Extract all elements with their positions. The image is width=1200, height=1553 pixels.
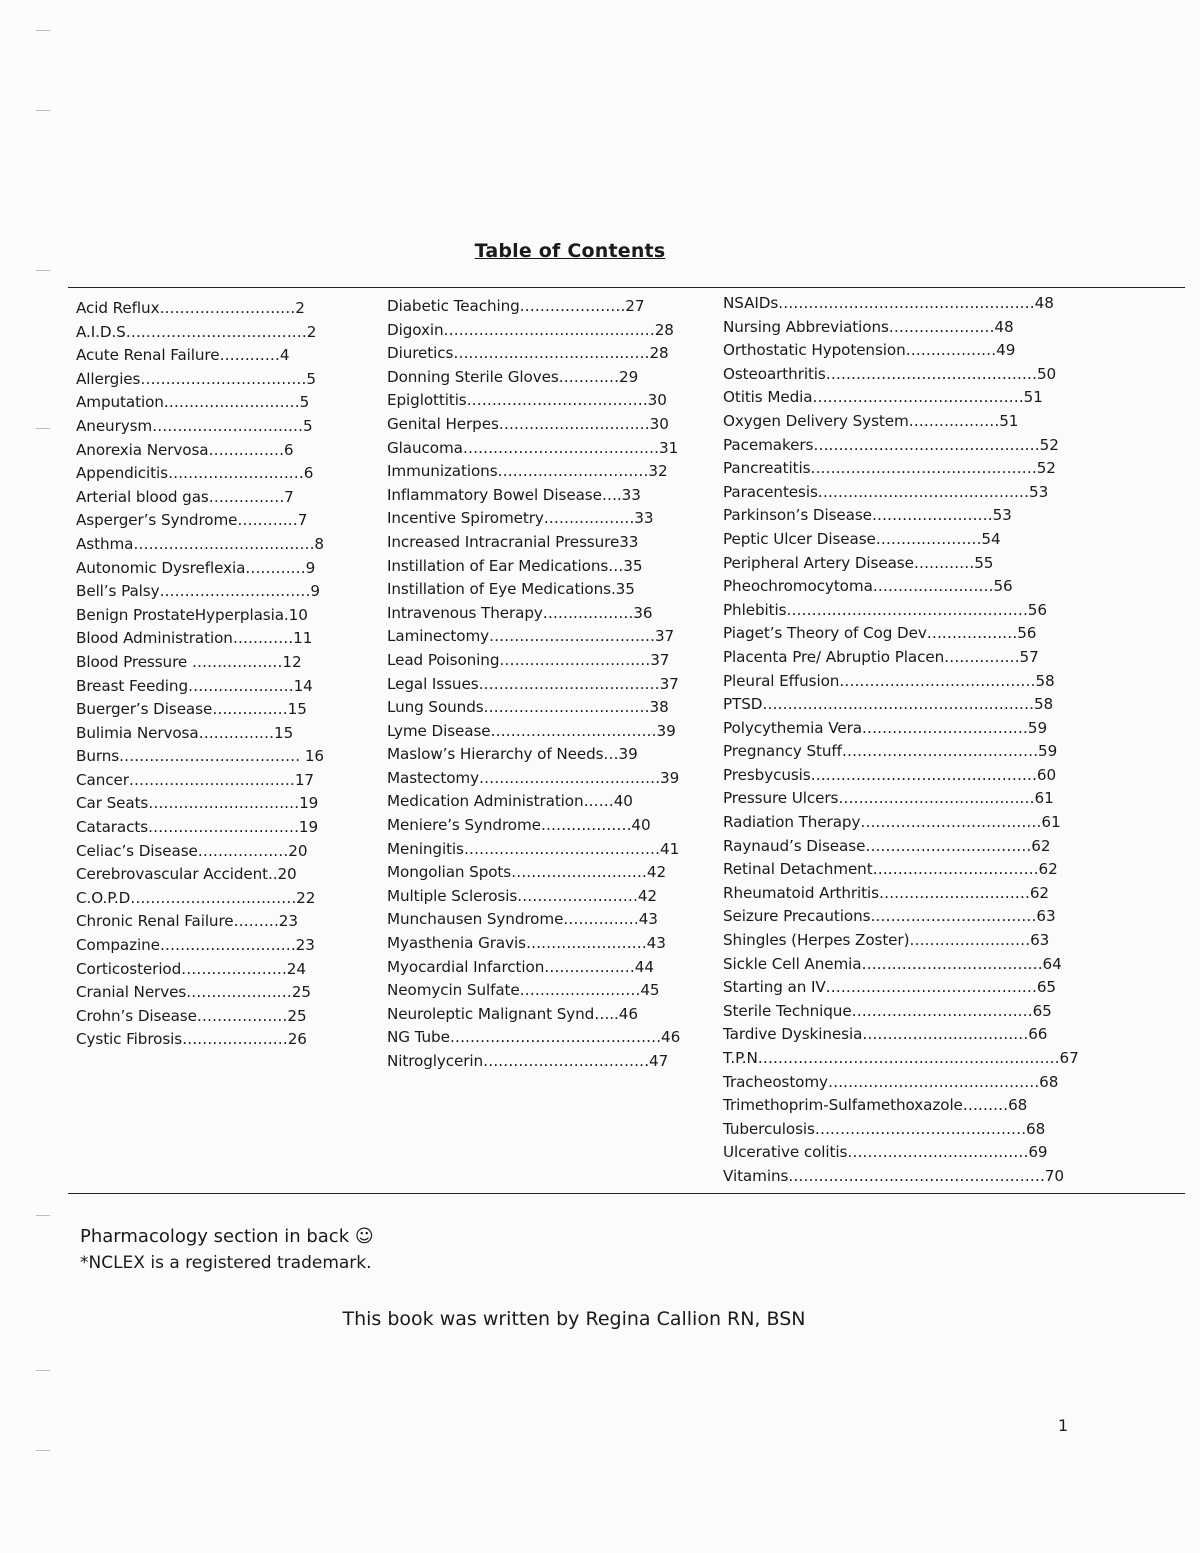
- toc-entry: Asperger’s Syndrome…………7: [76, 511, 308, 530]
- toc-entry: Lung Sounds……………………………38: [387, 698, 669, 717]
- toc-entry: Osteoarthritis……………………………………50: [723, 364, 1057, 383]
- toc-entry: Corticosteriod…………………24: [76, 959, 306, 978]
- toc-entry: Myocardial Infarction………………44: [387, 957, 654, 976]
- scan-margin-mark: [36, 428, 50, 429]
- toc-entry: Pressure Ulcers…………………………………61: [723, 789, 1054, 808]
- toc-entry: Myasthenia Gravis……………………43: [387, 934, 666, 953]
- toc-entry: Diuretics…………………………………28: [387, 344, 669, 363]
- toc-entry: Chronic Renal Failure………23: [76, 912, 298, 931]
- toc-entry: Meningitis…………………………………41: [387, 839, 680, 858]
- toc-entry: Mastectomy………………………………39: [387, 768, 680, 787]
- toc-entry: Bulimia Nervosa……………15: [76, 723, 294, 742]
- toc-entry: Aneurysm…………………………5: [76, 416, 313, 435]
- toc-entry: NSAIDs……………………………………………48: [723, 294, 1054, 312]
- toc-entry: Multiple Sclerosis……………………42: [387, 886, 657, 905]
- trademark-note: *NCLEX is a registered trademark.: [80, 1253, 372, 1273]
- top-rule: [68, 287, 1185, 288]
- toc-entry: Nitroglycerin……………………………47: [387, 1052, 669, 1070]
- pharmacology-note: Pharmacology section in back ☺: [80, 1226, 374, 1247]
- toc-entry: Asthma………………………………8: [76, 534, 324, 553]
- toc-column-2: [387, 295, 687, 1074]
- toc-entry: Orthostatic Hypotension………………49: [723, 341, 1016, 360]
- toc-entry: Shingles (Herpes Zoster)……………………63: [723, 931, 1050, 950]
- toc-entry: Instillation of Eye Medications.35: [387, 580, 635, 599]
- toc-entry: Starting an IV……………………………………65: [723, 978, 1056, 997]
- toc-entry: Immunizations…………………………32: [387, 462, 668, 481]
- toc-entry: Peptic Ulcer Disease…………………54: [723, 529, 1001, 548]
- toc-entry: Lyme Disease……………………………39: [387, 721, 676, 740]
- toc-entry: Polycythemia Vera……………………………59: [723, 718, 1048, 737]
- toc-entry: T.P.N……………………………………………………67: [723, 1049, 1079, 1067]
- toc-entry: Ulcerative colitis………………………………69: [723, 1143, 1048, 1162]
- toc-entry: Digoxin……………………………………28: [387, 320, 674, 339]
- toc-entry: Sickle Cell Anemia………………………………64: [723, 954, 1062, 973]
- toc-entry: Cystic Fibrosis…………………26: [76, 1030, 307, 1049]
- scan-margin-mark: [36, 30, 50, 31]
- toc-entry: Allergies……………………………5: [76, 369, 316, 388]
- toc-entry: Vitamins……………………………………………70: [723, 1166, 1064, 1185]
- toc-entry: NG Tube……………………………………46: [387, 1028, 681, 1047]
- toc-entry: Lead Poisoning…………………………37: [387, 650, 670, 669]
- toc-entry: Laminectomy……………………………37: [387, 627, 675, 646]
- bottom-rule: [68, 1193, 1185, 1194]
- toc-entry: PTSD………………………………………………58: [723, 695, 1054, 714]
- toc-entry: Incentive Spirometry………………33: [387, 509, 654, 528]
- toc-entry: Arterial blood gas……………7: [76, 487, 294, 506]
- toc-entry: Epiglottitis………………………………30: [387, 391, 667, 410]
- toc-entry: Anorexia Nervosa……………6: [76, 440, 294, 459]
- toc-entry: Retinal Detachment……………………………62: [723, 860, 1058, 879]
- toc-entry: Seizure Precautions……………………………63: [723, 907, 1056, 926]
- scan-margin-mark: [36, 1215, 50, 1216]
- toc-entry: Diabetic Teaching…………………27: [387, 297, 645, 315]
- toc-entry: Acute Renal Failure…………4: [76, 346, 290, 365]
- toc-entry: Blood Administration…………11: [76, 629, 313, 648]
- scan-margin-mark: [36, 110, 50, 111]
- toc-entry: Radiation Therapy………………………………61: [723, 813, 1061, 832]
- toc-entry: Acid Reflux………………………2: [76, 299, 305, 317]
- author-note: This book was written by Regina Callion RN, BSN: [342, 1308, 806, 1330]
- toc-entry: Sterile Technique………………………………65: [723, 1001, 1052, 1020]
- toc-entry: Bell’s Palsy…………………………9: [76, 582, 320, 601]
- toc-entry: Neomycin Sulfate……………………45: [387, 981, 660, 1000]
- toc-entry: Benign ProstateHyperplasia.10: [76, 605, 308, 624]
- toc-entry: Maslow’s Hierarchy of Needs…39: [387, 745, 638, 764]
- toc-entry: Instillation of Ear Medications…35: [387, 556, 643, 575]
- toc-entry: Intravenous Therapy………………36: [387, 603, 653, 622]
- toc-entry: Meniere’s Syndrome………………40: [387, 816, 651, 835]
- toc-entry: Amputation………………………5: [76, 393, 310, 412]
- toc-entry: Paracentesis……………………………………53: [723, 482, 1049, 501]
- toc-entry: Raynaud’s Disease……………………………62: [723, 836, 1051, 855]
- toc-entry: Celiac’s Disease………………20: [76, 841, 308, 860]
- toc-entry: Appendicitis………………………6: [76, 464, 314, 483]
- toc-entry: Nursing Abbreviations…………………48: [723, 317, 1014, 336]
- toc-entry: Mongolian Spots………………………42: [387, 863, 667, 882]
- toc-entry: Tracheostomy……………………………………68: [723, 1072, 1059, 1091]
- toc-entry: Peripheral Artery Disease…………55: [723, 553, 994, 572]
- toc-entry: Pregnancy Stuff…………………………………59: [723, 742, 1058, 761]
- toc-entry: Cerebrovascular Accident..20: [76, 865, 297, 884]
- toc-entry: Crohn’s Disease………………25: [76, 1006, 307, 1025]
- toc-entry: Presbycusis………………………………………60: [723, 765, 1057, 784]
- toc-entry: Compazine………………………23: [76, 936, 315, 955]
- toc-entry: Blood Pressure ………………12: [76, 652, 302, 671]
- toc-entry: Donning Sterile Gloves…………29: [387, 367, 639, 386]
- toc-column-1: [76, 297, 336, 1052]
- toc-entry: Otitis Media……………………………………51: [723, 388, 1043, 407]
- toc-entry: Autonomic Dysreflexia…………9: [76, 558, 316, 577]
- toc-entry: Burns……………………………… 16: [76, 747, 324, 766]
- toc-entry: A.I.D.S………………………………2: [76, 322, 317, 341]
- toc-entry: Buerger’s Disease……………15: [76, 700, 307, 719]
- toc-entry: Genital Herpes…………………………30: [387, 414, 669, 433]
- toc-entry: Glaucoma…………………………………31: [387, 438, 679, 457]
- page-number: 1: [1058, 1416, 1069, 1435]
- toc-entry: Legal Issues………………………………37: [387, 674, 679, 693]
- toc-entry: Munchausen Syndrome……………43: [387, 910, 658, 929]
- toc-entry: Inflammatory Bowel Disease….33: [387, 485, 641, 504]
- toc-entry: Cancer……………………………17: [76, 770, 314, 789]
- toc-entry: Phlebitis…………………………………………56: [723, 600, 1047, 619]
- scan-margin-mark: [36, 1370, 50, 1371]
- toc-entry: Placenta Pre/ Abruptio Placen……………57: [723, 647, 1039, 666]
- toc-entry: Neuroleptic Malignant Synd…..46: [387, 1004, 638, 1023]
- toc-entry: Pacemakers………………………………………52: [723, 435, 1059, 454]
- toc-column-3: [723, 292, 1079, 1189]
- scan-margin-mark: [36, 1450, 50, 1451]
- toc-entry: Medication Administration……40: [387, 792, 633, 811]
- toc-entry: Piaget’s Theory of Cog Dev………………56: [723, 624, 1037, 643]
- toc-entry: Oxygen Delivery System………………51: [723, 411, 1019, 430]
- toc-entry: Cataracts…………………………19: [76, 818, 319, 837]
- toc-entry: Tuberculosis……………………………………68: [723, 1119, 1046, 1138]
- toc-entry: Trimethoprim-Sulfamethoxazole………68: [723, 1096, 1028, 1115]
- toc-entry: Car Seats…………………………19: [76, 794, 319, 813]
- toc-entry: C.O.P.D……………………………22: [76, 888, 316, 907]
- toc-entry: Pancreatitis………………………………………52: [723, 459, 1056, 478]
- toc-entry: Increased Intracranial Pressure33: [387, 532, 639, 551]
- toc-entry: Rheumatoid Arthritis…………………………62: [723, 883, 1049, 902]
- scan-margin-mark: [36, 270, 50, 271]
- toc-entry: Pheochromocytoma……………………56: [723, 577, 1013, 596]
- toc-entry: Pleural Effusion…………………………………58: [723, 671, 1055, 690]
- page-title: Table of Contents: [474, 240, 666, 262]
- toc-entry: Cranial Nerves…………………25: [76, 983, 311, 1002]
- toc-entry: Breast Feeding…………………14: [76, 676, 313, 695]
- toc-entry: Tardive Dyskinesia……………………………66: [723, 1025, 1048, 1044]
- toc-entry: Parkinson’s Disease……………………53: [723, 506, 1012, 525]
